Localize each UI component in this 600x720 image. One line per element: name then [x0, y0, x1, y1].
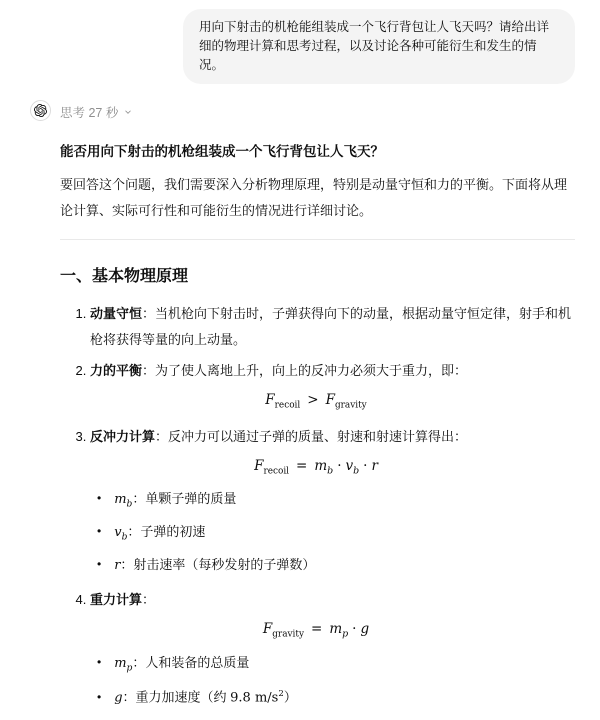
answer-intro: 要回答这个问题，我们需要深入分析物理原理，特别是动量守恒和力的平衡。下面将从理论计算、实际可行性和可能衍生的情况进行详细讨论。 — [60, 177, 568, 218]
list-item-text: ：当机枪向下射击时，子弹获得向下的动量，根据动量守恒定律，射手和机枪将获得等量的向上动量。 — [90, 306, 572, 347]
bullet-item-mp: • $m_p$：人和装备的总质量 — [97, 654, 250, 674]
bullet-item-vb: • $v_b$：子弹的初速 — [97, 523, 206, 543]
assistant-avatar — [30, 100, 51, 121]
list-item-text: ：反冲力可以通过子弹的质量、射速和射速计算得出： — [155, 428, 468, 444]
formula-gravity-equation: $F_{gravity} = m_p \cdot g$ — [262, 621, 370, 640]
section-heading: 一、基本物理原理 — [60, 268, 189, 285]
list-item-recoil-calc — [90, 424, 575, 580]
assistant-message-row — [0, 100, 600, 720]
formula-recoil-gt-gravity: $F_{recoil} > F_{gravity}$ — [265, 392, 367, 411]
list-item-term: 力的平衡 — [90, 363, 143, 378]
variable-definitions-list — [90, 653, 575, 714]
bullet-dot: • — [97, 689, 102, 704]
list-item-momentum — [90, 301, 575, 353]
principles-list — [60, 301, 575, 713]
bullet-dot: • — [97, 491, 102, 506]
bullet-item-g: • g：重力加速度（约 9.8 $m/s^2$） — [97, 689, 297, 706]
list-item-text: ： — [142, 592, 156, 608]
answer-title: 能否用向下射击的机枪组装成一个飞行背包让人飞天？ — [60, 144, 384, 159]
bullet-item-r: • r：射击速率（每秒发射的子弹数） — [97, 556, 316, 573]
openai-logo-icon — [34, 104, 47, 117]
thinking-duration-label: 思考 27 秒 — [60, 106, 119, 120]
list-item-text: ：为了使人离地上升，向上的反冲力必须大于重力，即： — [142, 363, 468, 378]
bullet-dot: • — [97, 654, 102, 669]
list-item-term: 重力计算 — [90, 592, 143, 608]
list-item-force-balance — [90, 358, 575, 417]
assistant-content — [60, 100, 575, 720]
bullet-item-mb: • $m_b$：单颗子弹的质量 — [97, 491, 237, 510]
variable-definitions-list — [90, 489, 575, 580]
chevron-down-icon — [123, 107, 133, 117]
list-item-term: 反冲力计算 — [90, 428, 156, 444]
user-message-row — [0, 0, 600, 84]
list-item-term: 动量守恒 — [90, 306, 143, 321]
bullet-dot: • — [97, 523, 102, 538]
list-item-gravity-calc — [90, 587, 575, 713]
thinking-toggle[interactable] — [60, 103, 133, 121]
divider — [60, 239, 575, 240]
user-message-bubble — [183, 9, 575, 84]
bullet-dot: • — [97, 556, 102, 571]
formula-recoil-equation: $F_{recoil} = m_b \cdot v_b \cdot r$ — [254, 457, 378, 477]
user-message-text: 用向下射击的机枪能组装成一个飞行背包让人飞天吗？请给出详细的物理计算和思考过程，以及讨论各种可能衍生和发生的情况。 — [199, 20, 550, 72]
